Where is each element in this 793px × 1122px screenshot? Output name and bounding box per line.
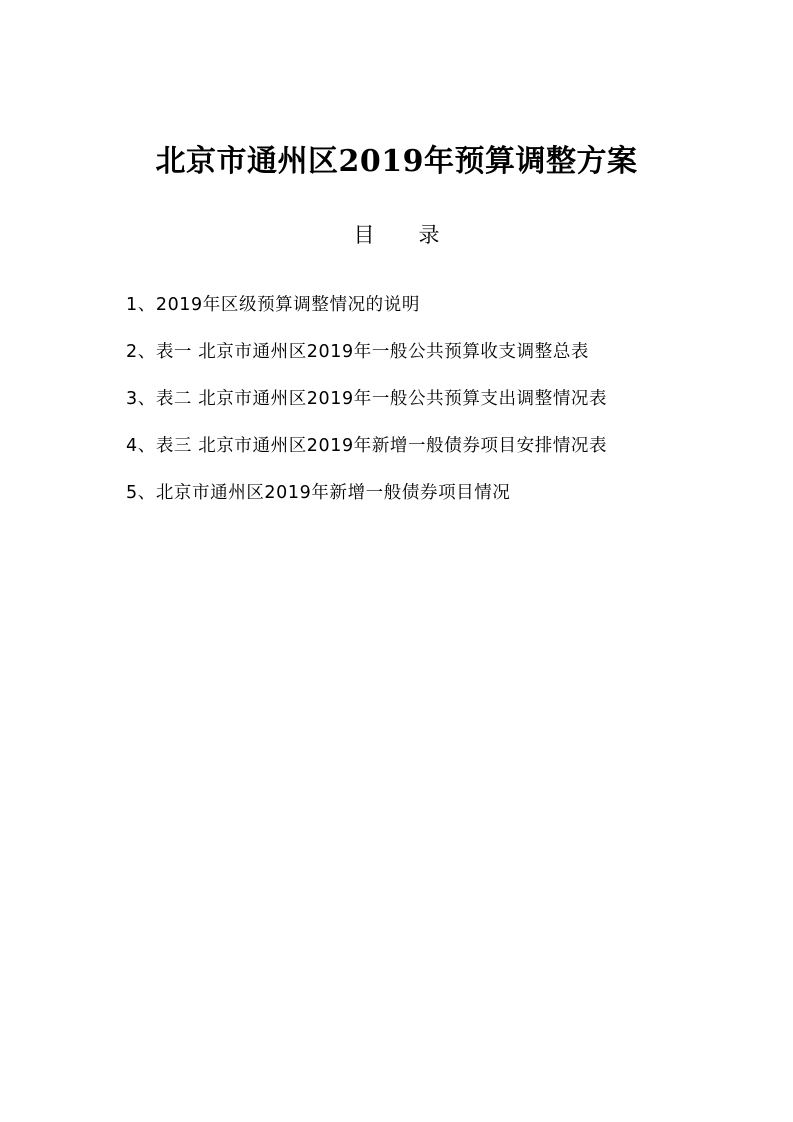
- toc-list: [126, 290, 706, 525]
- toc-item-1: 1、2019年区级预算调整情况的说明: [126, 295, 420, 315]
- document-title: 北京市通州区2019年预算调整方案: [155, 144, 638, 179]
- toc-heading-left: 目: [353, 223, 375, 247]
- toc-item-4: 4、表三 北京市通州区2019年新增一般债券项目安排情况表: [126, 436, 608, 456]
- toc-item-3: 3、表二 北京市通州区2019年一般公共预算支出调整情况表: [126, 389, 608, 409]
- toc-item-2: 2、表一 北京市通州区2019年一般公共预算收支调整总表: [126, 342, 590, 362]
- toc-item-5: 5、北京市通州区2019年新增一般债券项目情况: [126, 483, 511, 503]
- toc-heading-right: 录: [418, 223, 440, 247]
- toc-heading: [0, 220, 793, 250]
